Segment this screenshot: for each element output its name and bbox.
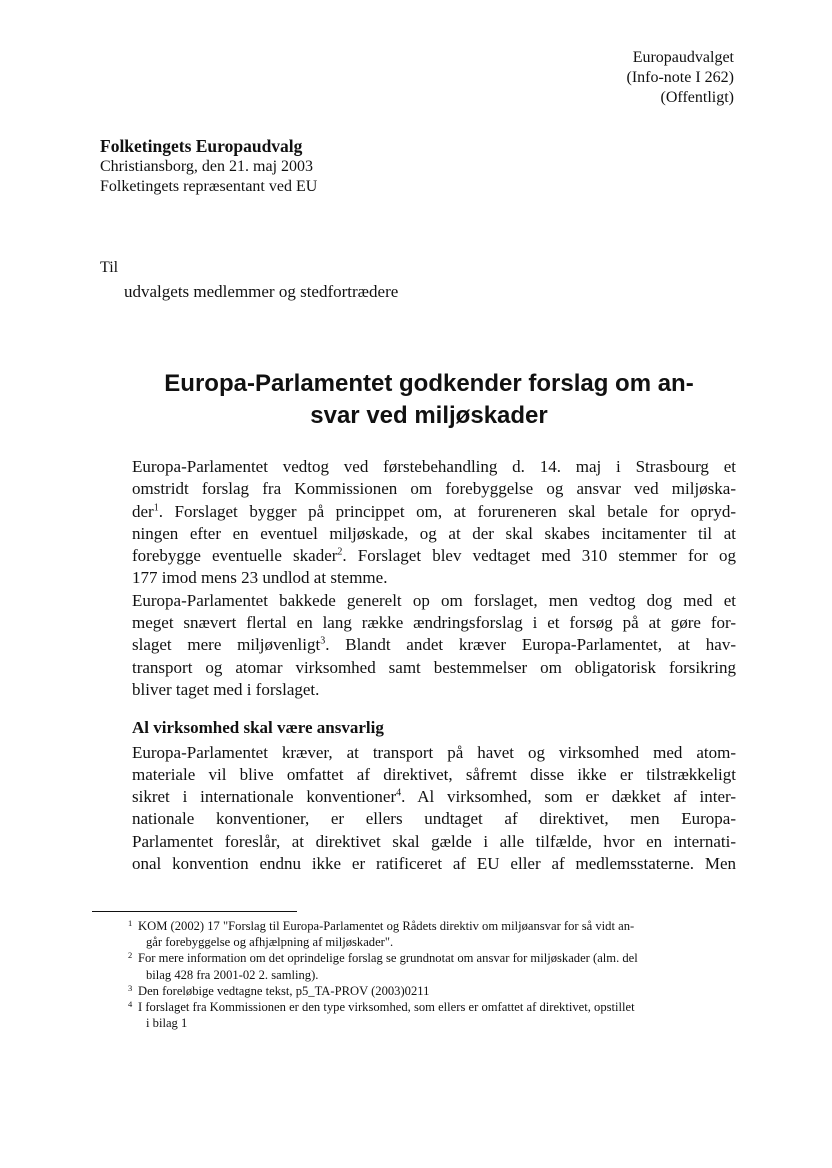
footnote-number: 2 [128, 950, 133, 961]
footnote-text: For mere information om det oprindelige forslag se grundnotat om ansvar for miljøskader (alm. del [138, 951, 638, 966]
header-line-committee: Europaudvalget [632, 49, 734, 66]
paragraph-2-line: bliver taget med i forslaget. [132, 679, 320, 699]
sender-place-date: Christiansborg, den 21. maj 2003 [100, 158, 314, 175]
title-line-1: Europa-Parlamentet godkender forslag om an- [164, 370, 694, 397]
footnote-text: i bilag 1 [146, 1016, 188, 1031]
paragraph-1-text: . Forslaget bygger på princippet om, at forureneren skal betale for opryd- [158, 501, 736, 521]
paragraph-2-line: transport og atomar virksomhed samt bestemmelser om obligatorisk forsikring [132, 657, 736, 677]
document-body [132, 456, 736, 875]
section-heading: Al virksomhed skal være ansvarlig [132, 718, 384, 738]
paragraph-spacer [132, 701, 736, 717]
section-line: nationale konventioner, er ellers undtaget af direktivet, men Europa- [132, 809, 736, 829]
title-line-2: svar ved miljøskader [310, 402, 548, 429]
paragraph-2-line: Europa-Parlamentet bakkede generelt op om forslaget, men vedtog dog med et [132, 590, 736, 610]
paragraph-2-line [132, 634, 736, 656]
section-line: materiale vil blive omfattet af direktivet, såfremt disse ikke er tilstrækkeligt [132, 764, 736, 784]
paragraph-1-text: forebygge eventuelle skader [132, 546, 338, 566]
footnote-ref-3: 3 [320, 635, 326, 647]
paragraph-1-line [132, 501, 736, 523]
paragraph-1-line: Europa-Parlamentet vedtog ved førstebehandling d. 14. maj i Strasbourg et [132, 457, 736, 476]
header-line-info-note: (Info-note I 262) [626, 69, 734, 86]
footnote-1 [128, 918, 728, 950]
footnote-text: Den foreløbige vedtagne tekst, p5_TA-PROV (2003)0211 [138, 983, 430, 998]
paragraph-1-text: . Forslaget blev vedtaget med 310 stemmer for og [342, 546, 736, 566]
paragraph-2 [132, 590, 736, 701]
section-text: . Al virksomhed, som er dækket af inter- [401, 787, 736, 807]
paragraph-1-line [132, 545, 736, 567]
document-reference-header [626, 48, 734, 108]
paragraph-2-text: . Blandt andet kræver Europa-Parlamentet, at hav- [325, 635, 736, 655]
footnote-4 [128, 999, 728, 1031]
paragraph-1 [132, 456, 736, 590]
section-responsibility [132, 717, 736, 875]
footnote-2 [128, 950, 728, 982]
section-line: onal konvention endnu ikke er ratificeret af EU eller af medlemsstaterne. Men [132, 854, 736, 874]
paragraph-1-text: der [132, 501, 154, 521]
footnote-3 [128, 983, 728, 999]
footnotes [128, 918, 728, 1031]
footnote-number: 4 [128, 999, 133, 1010]
sender-organization: Folketingets Europaudvalg [100, 136, 303, 156]
footnote-separator [92, 911, 297, 912]
footnote-ref-2: 2 [337, 546, 343, 558]
sender-block [100, 135, 317, 197]
paragraph-2-text: slaget mere miljøvenligt [132, 635, 321, 655]
paragraph-2-line: meget snævert flertal en lang række ændringsforslag i et forsøg på at gøre for- [132, 613, 736, 633]
footnote-number: 1 [128, 918, 133, 928]
document-title [100, 368, 758, 432]
paragraph-1-line: ningen efter en eventuel miljøskade, og at der skal skabes incitamenter til at [132, 523, 736, 543]
footnote-text: KOM (2002) 17 "Forslag til Europa-Parlamentet og Rådets direktiv om miljøansvar for så vidt an- [138, 919, 635, 933]
footnote-text: bilag 428 fra 2001-02 2. samling). [146, 967, 319, 982]
footnote-number: 3 [128, 982, 133, 993]
footnote-text: I forslaget fra Kommissionen er den type virksomhed, som ellers er omfattet af direktivet, opstillet [138, 1000, 635, 1015]
section-line: Parlamentet foreslår, at direktivet skal gælde i alle tilfælde, hvor en internati- [132, 831, 736, 851]
paragraph-1-line: 177 imod mens 23 undlod at stemme. [132, 568, 388, 588]
paragraph-1-line: omstridt forslag fra Kommissionen om forebyggelse og ansvar ved miljøska- [132, 479, 736, 499]
to-label: Til [100, 259, 119, 276]
section-text: sikret i internationale konventioner [132, 787, 397, 807]
footnote-ref-1: 1 [153, 501, 159, 513]
to-recipients: udvalgets medlemmer og stedfortrædere [124, 282, 399, 301]
section-line: Europa-Parlamentet kræver, at transport på havet og virksomhed med atom- [132, 742, 736, 762]
footnote-ref-4: 4 [396, 787, 402, 799]
footnote-text: går forebyggelse og afhjælpning af miljøskader". [146, 935, 394, 950]
section-line [132, 786, 736, 808]
header-line-public: (Offentligt) [660, 89, 734, 106]
sender-role: Folketingets repræsentant ved EU [100, 178, 318, 195]
